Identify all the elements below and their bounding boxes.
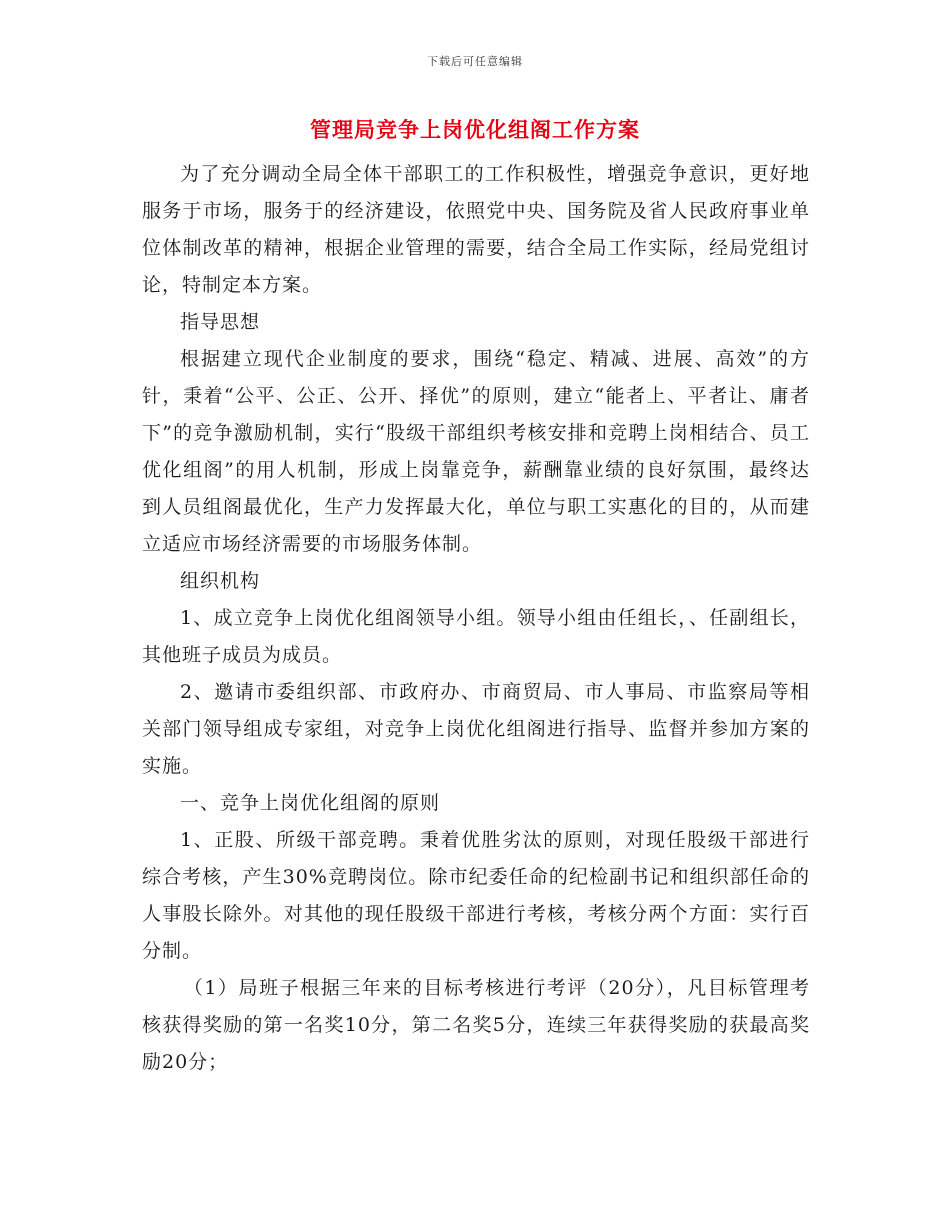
section-heading-principles: 一、竞争上岗优化组阁的原则 [180, 792, 441, 814]
principles-subitem-1: （1）局班子根据三年来的目标考核进行考评（20分），凡目标管理考核获得奖励的第一名奖10分，第二名奖5分，连续三年获得奖励的获最高奖励20分； [142, 977, 810, 1073]
document-title: 管理局竞争上岗优化组阁工作方案 [310, 118, 640, 142]
document-body [142, 156, 810, 1081]
guiding-ideology-paragraph: 根据建立现代企业制度的要求，围绕“稳定、精减、进展、高效”的方针，秉着“公平、公正、公开、择优”的原则，建立“能者上、平者让、庸者下”的竞争激励机制，实行“股级干部组织考核安排和竞聘上岗相结合、员工优化组阁”的用人机制，形成上岗靠竞争，薪酬靠业绩的良好氛围，最终达到人员组阁最优化，生产力发挥最大化，单位与职工实惠化的目的，从而建立适应市场经济需要的市场服务体制。 [142, 348, 810, 555]
page-header-note: 下载后可任意编辑 [427, 55, 523, 68]
principles-item-1: 1、正股、所级干部竞聘。秉着优胜劣汰的原则，对现任股级干部进行综合考核，产生30%竞聘岗位。除市纪委任命的纪检副书记和组织部任命的人事股长除外。对其他的现任股级干部进行考核，考核分两个方面：实行百分制。 [142, 829, 810, 962]
organization-item-2: 2、邀请市委组织部、市政府办、市商贸局、市人事局、市监察局等相关部门领导组成专家组，对竞争上岗优化组阁进行指导、监督并参加方案的实施。 [142, 681, 810, 777]
section-heading-guiding-ideology: 指导思想 [180, 311, 261, 333]
section-heading-organization: 组织机构 [180, 570, 261, 592]
organization-item-1: 1、成立竞争上岗优化组阁领导小组。领导小组由任组长，、任副组长，其他班子成员为成员。 [142, 607, 810, 666]
intro-paragraph: 为了充分调动全局全体干部职工的工作积极性，增强竞争意识，更好地服务于市场，服务于的经济建设，依照党中央、国务院及省人民政府事业单位体制改革的精神，根据企业管理的需要，结合全局工作实际，经局党组讨论，特制定本方案。 [142, 163, 810, 296]
